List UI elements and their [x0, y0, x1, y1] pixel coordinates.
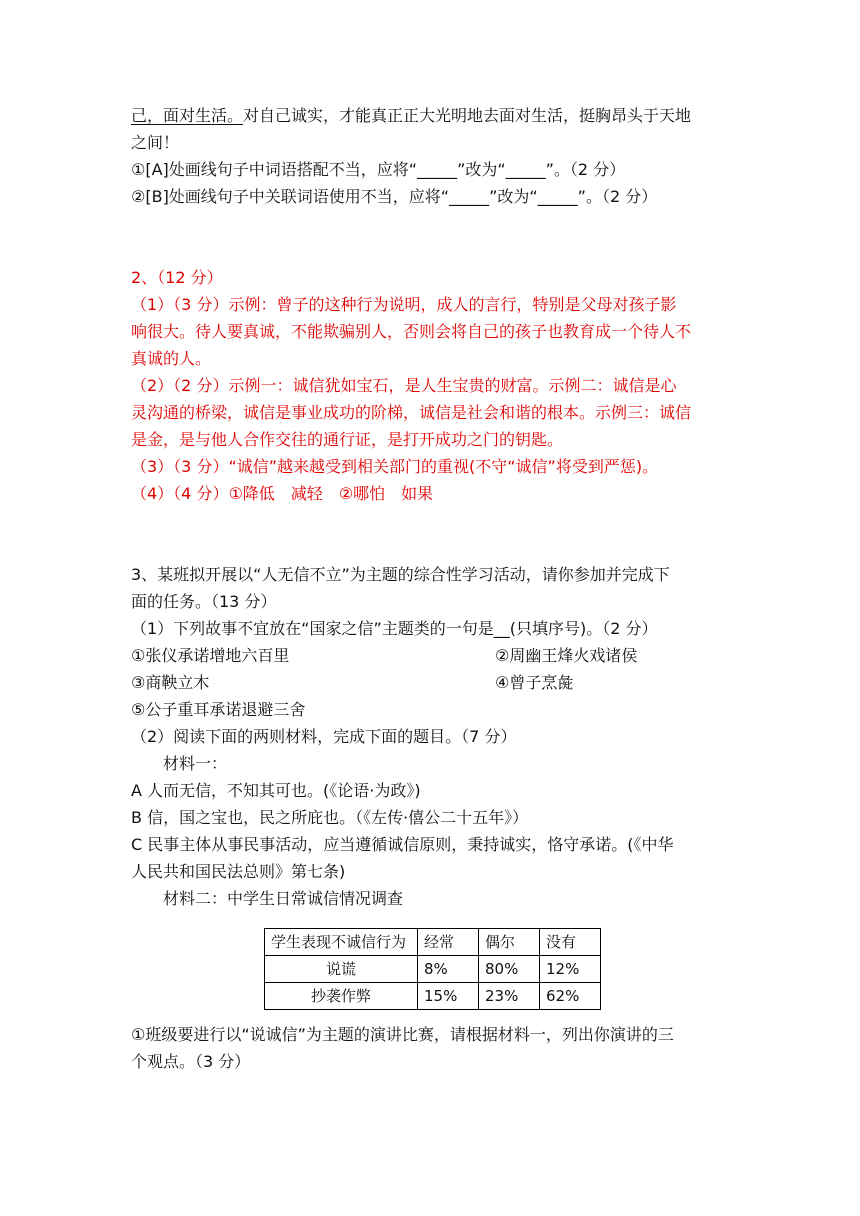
table-cell: 说谎 [265, 956, 418, 983]
table-header: 经常 [418, 929, 479, 956]
text-line: 之间！ [131, 133, 180, 152]
table-row [265, 983, 601, 1010]
sub-question-2: （2）阅读下面的两则材料，完成下面的题目。（7 分） [131, 727, 517, 746]
answer-line: （1）（3 分）示例：曾子的这种行为说明，成人的言行，特别是父母对孩子影 [131, 295, 677, 314]
question-intro: 面的任务。（13 分） [131, 592, 277, 611]
table-header: 学生表现不诚信行为 [265, 929, 418, 956]
material-1-item: B 信，国之宝也，民之所庇也。（《左传·僖公二十五年》） [131, 808, 529, 827]
option-row [131, 671, 574, 695]
material-2-title: 材料二：中学生日常诚信情况调查 [163, 889, 404, 908]
option-row [131, 644, 638, 668]
answer-line: （2）（2 分）示例一：诚信犹如宝石，是人生宝贵的财富。示例二：诚信是心 [131, 376, 677, 395]
table-cell: 12% [540, 956, 601, 983]
table-cell: 8% [418, 956, 479, 983]
answer-line: （4）（4 分）①降低 减轻 ②哪怕 如果 [131, 484, 434, 503]
table-cell: 15% [418, 983, 479, 1010]
table-cell: 62% [540, 983, 601, 1010]
task-a: ①[A]处画线句子中词语搭配不当，应将“_____”改为“_____”。（2 分） [131, 160, 626, 179]
option: ⑤公子重耳承诺退避三舍 [131, 700, 306, 719]
table-cell: 抄袭作弊 [265, 983, 418, 1010]
material-1-item: C 民事主体从事民事活动，应当遵循诚信原则，秉持诚实，恪守承诺。(《中华 [131, 835, 674, 854]
table-cell: 80% [479, 956, 540, 983]
table-header: 偶尔 [479, 929, 540, 956]
task-line: ①班级要进行以“说诚信”为主题的演讲比赛，请根据材料一，列出你演讲的三 [131, 1025, 674, 1044]
material-1-item: A 人而无信，不知其可也。(《论语·为政》) [131, 781, 421, 800]
task-line: 个观点。（3 分） [131, 1052, 251, 1071]
option: ④曾子烹彘 [495, 673, 574, 692]
option: ②周幽王烽火戏诸侯 [495, 646, 638, 665]
sentence: 对自己诚实，才能真正正大光明地去面对生活，挺胸昂头于天地 [243, 106, 692, 125]
option: ③商鞅立木 [131, 673, 210, 692]
table-header-row [265, 929, 601, 956]
table-header: 没有 [540, 929, 601, 956]
answer-line: 是金，是与他人合作交往的通行证，是打开成功之门的钥匙。 [131, 430, 564, 449]
material-1-item: 人民共和国民法总则》第七条) [131, 862, 346, 881]
answer-line: 响很大。待人要真诚，不能欺骗别人，否则会将自己的孩子也教育成一个待人不 [131, 322, 692, 341]
survey-table [264, 928, 601, 1010]
material-1-title: 材料一： [163, 754, 228, 773]
table-row [265, 956, 601, 983]
answer-line: 真诚的人。 [131, 349, 212, 368]
answer-line: 灵沟通的桥梁，诚信是事业成功的阶梯，诚信是社会和谐的根本。示例三：诚信 [131, 403, 692, 422]
option: ①张仪承诺增地六百里 [131, 646, 290, 665]
question-intro: 3、某班拟开展以“人无信不立”为主题的综合性学习活动，请你参加并完成下 [131, 565, 670, 584]
answer-heading: 2、（12 分） [131, 268, 223, 287]
underlined-sentence: 己，面对生活。 [131, 106, 244, 125]
text-line [131, 104, 691, 128]
answer-line: （3）（3 分）“诚信”越来越受到相关部门的重视(不守“诚信”将受到严惩)。 [131, 457, 659, 476]
sub-question-1: （1）下列故事不宜放在“国家之信”主题类的一句是__(只填序号)。（2 分） [131, 619, 658, 638]
task-b: ②[B]处画线句子中关联词语使用不当，应将“_____”改为“_____”。（2 分） [131, 187, 658, 206]
table-cell: 23% [479, 983, 540, 1010]
